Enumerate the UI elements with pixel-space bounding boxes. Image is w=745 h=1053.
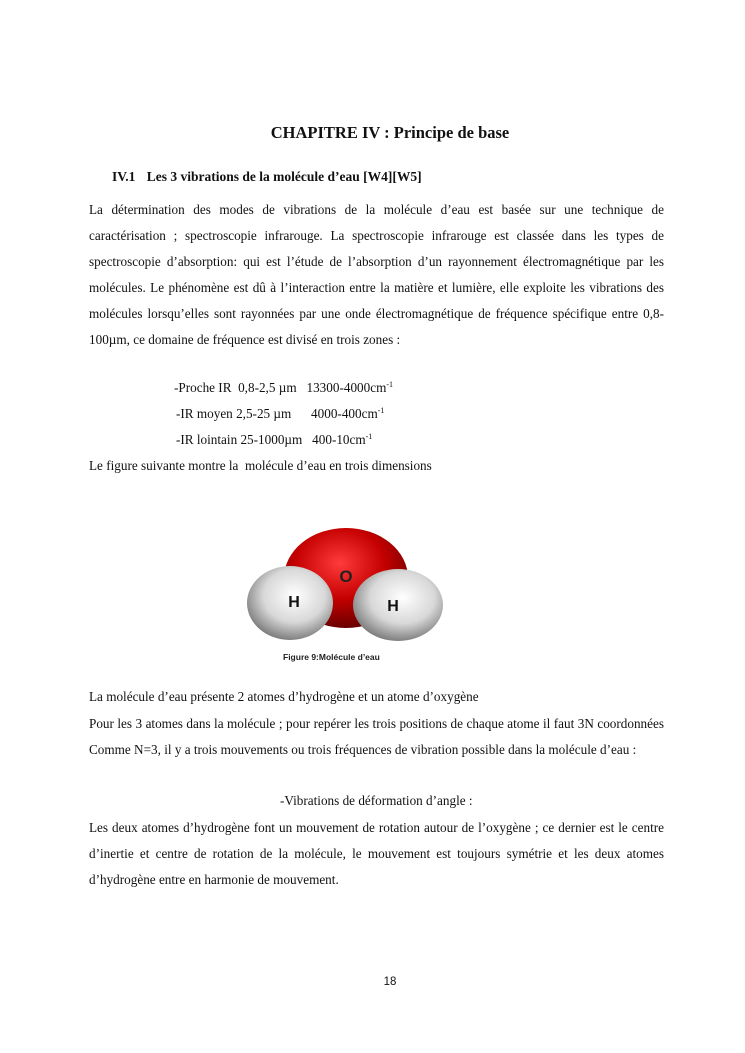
molecule-composition-line: La molécule d’eau présente 2 atomes d’hydrogène et un atome d’oxygène <box>89 689 479 704</box>
zone-ir-lointain <box>176 432 372 448</box>
zone-text: -IR moyen 2,5-25 µm 4000-400cm <box>176 406 378 421</box>
zone-text: -IR lointain 25-1000µm 400-10cm <box>176 432 366 447</box>
intro-paragraph: La détermination des modes de vibrations de la molécule d’eau est basée sur une technique de caractérisation ; spectroscopie infrarouge. La spectroscopie infrarouge est classée dans les types de spectroscopie d’absorption: qui est l’étude de l’absorption d’un rayonnement électromagnétique par les molécules. Le phénomène est dû à l’interaction entre la matière et lumière, elle exploite les vibrations des molécules lorsqu’elles sont rayonnées par une onde électromagnétique de fréquence spécifique entre 0,8-100µm, ce domaine de fréquence est divisé en trois zones : <box>89 202 664 347</box>
hydrogen-label-right: H <box>387 598 399 615</box>
oxygen-label: O <box>339 567 353 586</box>
water-molecule-figure <box>246 526 446 646</box>
rotation-paragraph: Les deux atomes d’hydrogène font un mouvement de rotation autour de l’oxygène ; ce dernier est le centre d’inertie et centre de rotation de la molécule, le mouvement est toujours symétrie et les deux atomes d’hydrogène entre en harmonie de mouvement. <box>89 820 664 887</box>
vibration-subheading: -Vibrations de déformation d’angle : <box>280 793 473 808</box>
zone-exponent: -1 <box>377 406 385 415</box>
section-number: IV.1 <box>112 169 136 184</box>
chapter-title: CHAPITRE IV : Principe de base <box>270 123 510 142</box>
coordinates-paragraph: Pour les 3 atomes dans la molécule ; pour repérer les trois positions de chaque atome il faut 3N coordonnées Comme N=3, il y a trois mouvements ou trois fréquences de vibration possible dans la molécule d’eau : <box>89 716 664 757</box>
page-number: 18 <box>383 976 397 988</box>
figure-caption: Figure 9:Molécule d’eau <box>283 652 380 662</box>
zone-ir-moyen <box>176 406 384 422</box>
figure-intro: Le figure suivante montre la molécule d’eau en trois dimensions <box>89 458 432 473</box>
section-heading <box>112 169 422 185</box>
zone-text: -Proche IR 0,8-2,5 µm 13300-4000cm <box>174 380 387 395</box>
zone-exponent: -1 <box>365 432 373 441</box>
section-text: Les 3 vibrations de la molécule d’eau [W4][W5] <box>146 169 422 184</box>
zone-proche-ir <box>174 380 393 396</box>
hydrogen-label-left: H <box>288 594 300 611</box>
zone-exponent: -1 <box>386 380 394 389</box>
